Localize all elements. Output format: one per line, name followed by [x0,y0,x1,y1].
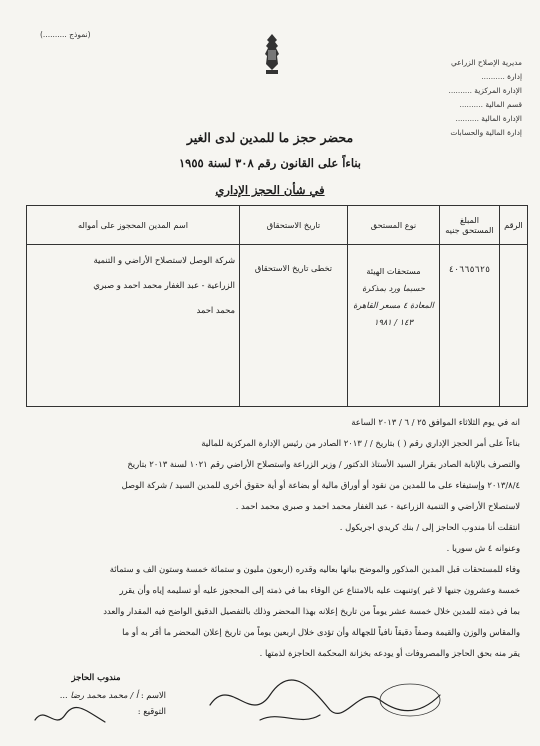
body-line: بناءاً على أمر الحجز الإداري رقم ( ) بتاريخ / / ٢٠١٣ الصادر من رئيس الإدارة المركزية للمالية [201,438,520,448]
body-text [20,412,520,664]
body-line: انتقلت أنا مندوب الحاجز إلى / بنك كريدي اجريكول . [339,522,520,532]
body-line: لاستصلاح الأراضي و التنمية الزراعية - عبد الغفار محمد احمد و صبري محمد احمد . [235,501,520,511]
body-line: وفاء للمستحقات قبل المدين المذكور والموضح بيانها بعاليه وقدره (اربعون مليون و ستمائة خمسة وستون الف و ستمائة [109,564,520,574]
due-type-label: مستحقات الهيئة [366,266,421,276]
header-right-block [352,56,522,140]
column-header-debtor: اسم المدين المحجوز على أمواله [27,206,240,245]
cell-amount: ٤٠٦٦٥٦٢٥ [440,245,500,407]
header-line: إدارة المالية والحسابات [450,128,522,137]
document-subject: في شأن الحجز الإداري [215,183,325,197]
body-line: والتصرف بالإنابة الصادر بقرار السيد الأستاذ الدكتور / وزير الزراعة واستصلاح الأراضي رقم ١٠٢١ لسنة ٢٠١٣ بتاريخ [127,459,520,469]
debtor-line: شركة الوصل لاستصلاح الأراضي و التنمية [93,255,235,265]
body-line: وعنوانه ٤ ش سوريا . [446,543,520,553]
name-value: أ / محمد محمد رضا ... [59,690,139,700]
name-label: الاسم : [140,690,166,700]
column-header-amount: المبلغ المستحق جنيه [440,206,500,245]
column-header-due-date: تاريخ الاستحقاق [240,206,348,245]
cell-debtor [27,245,240,407]
header-line: الإدارة المالية .......... [455,114,522,123]
debtor-line: الزراعية - عبد الغفار محمد احمد و صبري [93,280,235,290]
column-header-serial: الرقم [500,206,528,245]
agent-title: مندوب الحاجز [71,672,121,682]
column-header-due-type: نوع المستحق [348,206,440,245]
agent-name-row [26,690,166,700]
header-line: قسم المالية .......... [459,100,522,109]
due-type-handwritten-note: حسبما ورد بمذكرة المعادة ٤ مسعر القاهرة ١٤٣ / ١٩٨١ [353,283,434,327]
cell-due-type [348,245,440,407]
handwritten-signature-icon [190,665,450,735]
header-line: مديرية الإصلاح الزراعي [451,58,522,67]
body-line: خمسة وعشرون جنيها لا غير )وتنبهت عليه بالامتناع عن الوفاء بما في ذمته إلى المحجوز عليه أو تسليمه إياه وأن يقرر [119,585,520,595]
header-line: الإدارة المركزية .......... [448,86,522,95]
cell-serial [500,245,528,407]
body-line: يقر منه بحق الحاجز والمصروفات أو يودعه بخزانة المحكمة الحاجزة لذمتها . [259,648,520,658]
body-line: والمقاس والوزن والقيمة وصفاً دقيقاً نافياً للجهالة وأن تؤدى خلال اربعين يوماً من تاريخ إعلان المحضر ما أقر به أو ما [122,627,520,637]
body-line: بما في ذمته للمدين خلال خمسة عشر يوماً من تاريخ إعلانه بهذا المحضر وذلك بالتفصيل الدقيق الواضح فيه المقدار والعدد [103,606,520,616]
sign-label: التوقيع : [137,706,166,716]
debt-table [26,205,528,407]
debtor-line: محمد احمد [196,305,235,315]
table-row [27,245,528,407]
body-line: انه في يوم الثلاثاء الموافق ٢٥ / ٦ / ٢٠١٣ الساعة [351,417,520,427]
document-title: محضر حجز ما للمدين لدى الغير [186,130,354,145]
table-header-row [27,206,528,245]
cell-due-date: تخطى تاريخ الاستحقاق [240,245,348,407]
agent-signature-scribble-icon [30,700,110,734]
form-number-label: (نموذج ..........) [40,30,91,39]
header-line: إدارة .......... [481,72,522,81]
eagle-emblem-icon [258,32,286,76]
law-reference: بناءاً على القانون رقم ٣٠٨ لسنة ١٩٥٥ [178,156,361,170]
body-line: ٢٠١٣/٨/٤ وإستيفاء على ما للمدين من نقود أو أوراق مالية أو بضاعة أو أية حقوق أخرى للمدين السيد / شركة الوصل [121,480,520,490]
